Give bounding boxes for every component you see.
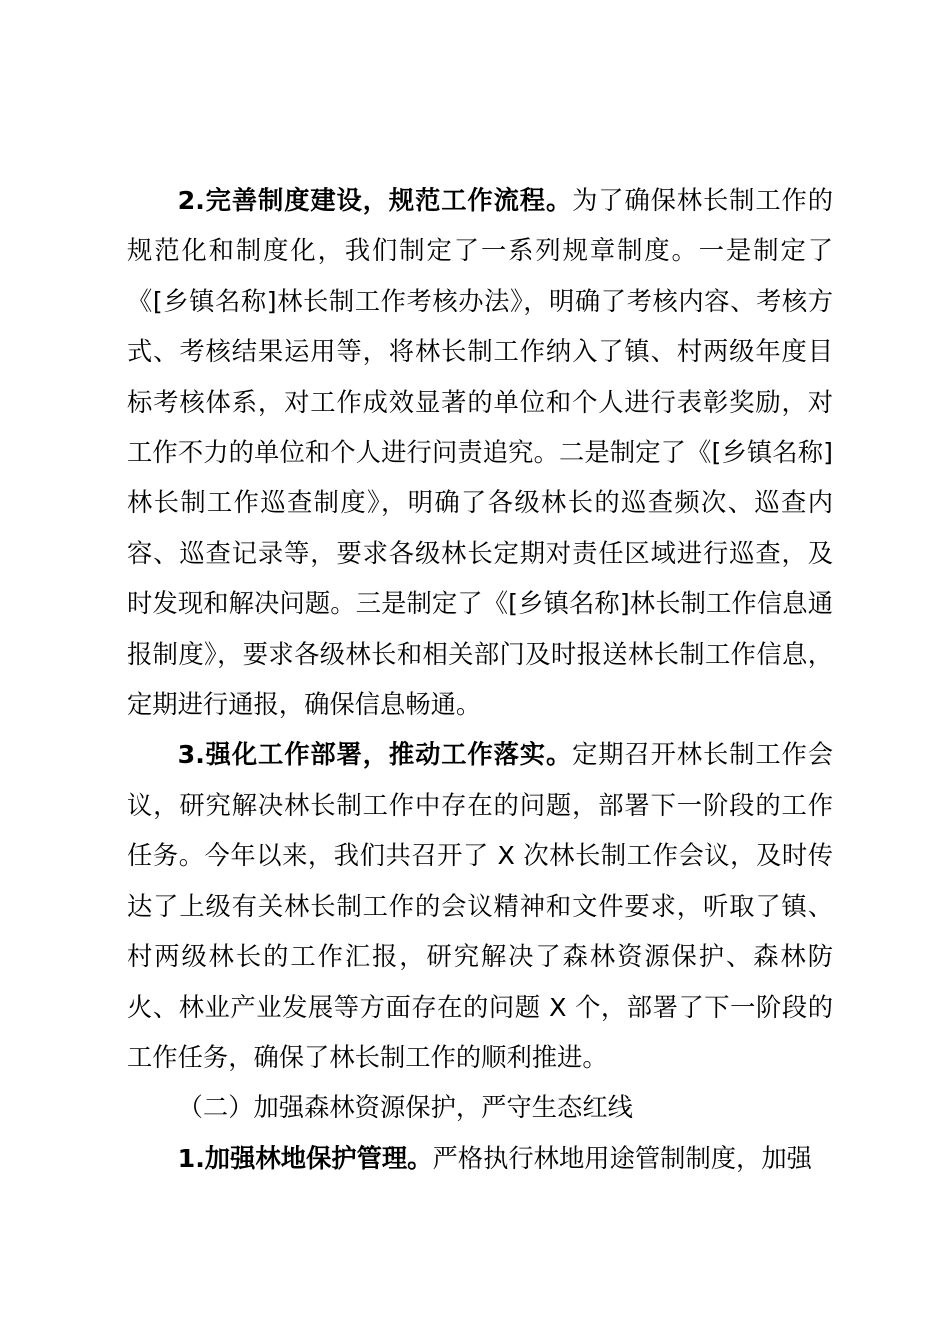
- paragraph-text: 定期召开林长制工作会议，研究解决林长制工作中存在的问题，部署下一阶段的工作任务。今年以来，我们共召开了 X 次林长制工作会议，及时传达了上级有关林长制工作的会议精神和文件要求，听取了镇、村两级林长的工作汇报，研究解决了森林资源保护、森林防火、林业产业发展等方面存在的问题 X 个，部署了下一阶段的工作任务，确保了林长制工作的顺利推进。: [127, 740, 833, 1072]
- paragraph-lead: 1.加强林地保护管理。: [177, 1143, 433, 1173]
- paragraph-text: 为了确保林长制工作的规范化和制度化，我们制定了一系列规章制度。一是制定了《[乡镇名称]林长制工作考核办法》，明确了考核内容、考核方式、考核结果运用等，将林长制工作纳入了镇、村两级年度目标考核体系，对工作成效显著的单位和个人进行表彰奖励，对工作不力的单位和个人进行问责追究。二是制定了《[乡镇名称]林长制工作巡查制度》，明确了各级林长的巡查频次、巡查内容、巡查记录等，要求各级林长定期对责任区域进行巡查，及时发现和解决问题。三是制定了《[乡镇名称]林长制工作信息通报制度》，要求各级林长和相关部门及时报送林长制工作信息，定期进行通报，确保信息畅通。: [127, 186, 833, 720]
- paragraph-work-deployment: [127, 730, 833, 1083]
- section-heading: （二）加强森林资源保护，严守生态红线: [177, 1093, 633, 1123]
- paragraph-lead: 3.强化工作部署，推动工作落实。: [177, 740, 573, 770]
- document-body: [127, 176, 833, 1184]
- paragraph-lead: 2.完善制度建设，规范工作流程。: [177, 186, 573, 215]
- paragraph-forest-land-protection: [127, 1134, 833, 1184]
- paragraph-text: 严格执行林地用途管制制度，加强: [432, 1143, 812, 1173]
- paragraph-system-building: [127, 176, 833, 730]
